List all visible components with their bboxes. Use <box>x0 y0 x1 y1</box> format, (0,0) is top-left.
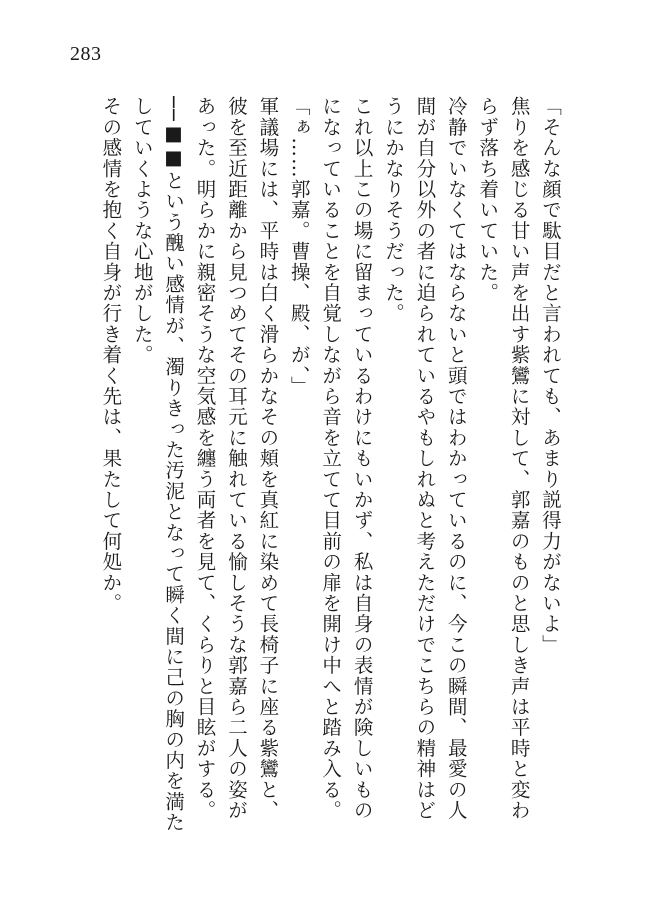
vertical-body-text <box>66 96 566 836</box>
paragraph-narration-6: その感情を抱く自身が行き着く先は、果たして何処か。 <box>99 96 123 614</box>
paragraph-narration-1: 焦りを感じる甘い声を出す紫鸞に対して、郭嘉のものと思しき声は平時と変わらず落ち着いていた。 <box>476 96 531 821</box>
paragraph-dialogue-2: 「ぁ……郭嘉。曹操、殿、が、」 <box>287 96 311 397</box>
paragraph-narration-2: 冷静でいなくてはならないと頭ではわかっているのに、今この瞬間、最愛の人間が自分以外の者に迫られているやもしれぬと考えただけでこちらの精神はどうにかなりそうだった。 <box>381 96 468 821</box>
paragraph-narration-3: これ以上この場に留まっているわけにもいかず、私は自身の表情が険しいものになっていることを自覚しながら音を立てて目前の扉を開け中へと踏み入る。 <box>319 96 374 821</box>
paragraph-dialogue-1: 「そんな顔で駄目だと言われても、あまり説得力がないよ」 <box>539 96 562 655</box>
paragraph-narration-5: ──■■という醜い感情が、濁りきった汚泥となって瞬く間に己の胸の内を満たしていくような心地がした。 <box>130 96 186 833</box>
page-number: 283 <box>70 43 102 65</box>
paragraph-narration-4: 軍議場には、平時は白く滑らかなその頬を真紅に染めて長椅子に座る紫鸞と、彼を至近距離から見つめてその耳元に触れている愉しそうな郭嘉ら二人の姿があった。明らかに親密そうな空気感を纏う両者を見て、くらりと目眩がする。 <box>193 96 280 821</box>
